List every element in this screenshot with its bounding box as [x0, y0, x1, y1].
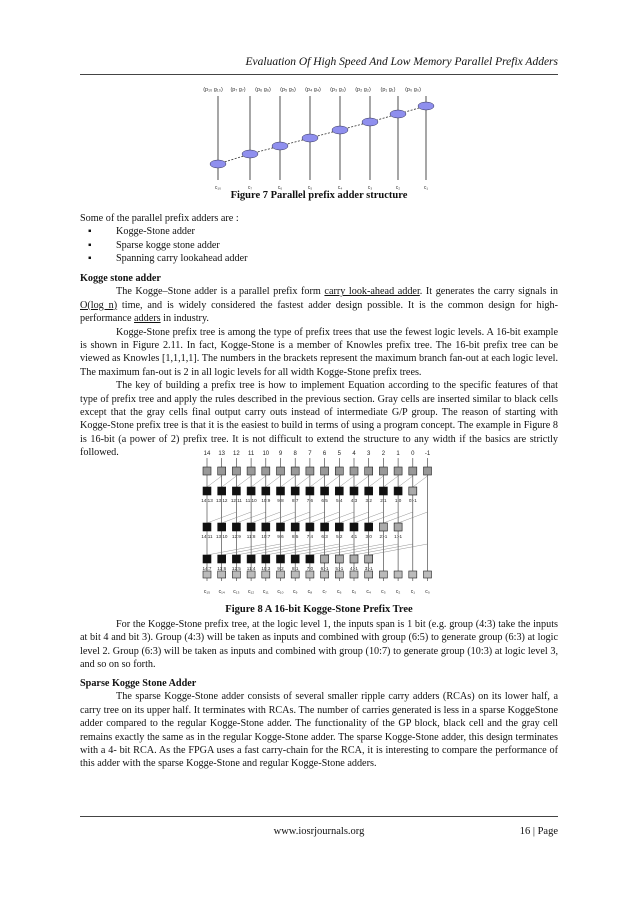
fig8-black-cell [350, 487, 358, 495]
fig7-input-label: (p₅ g₅) [280, 87, 296, 93]
fig8-black-cell [247, 487, 255, 495]
fig8-gp-cell [306, 467, 314, 475]
fig8-black-cell [291, 487, 299, 495]
fig8-black-cell [262, 555, 270, 563]
fig8-output-cell [203, 571, 211, 578]
fig8-group-label: 4:3 [350, 498, 358, 503]
fig8-group-label: 14:7 [202, 566, 212, 571]
fig8-group-label: 11:8 [246, 534, 256, 539]
fig8-bit-label: 1 [396, 451, 400, 457]
figure-8-caption: Figure 8 A 16-bit Kogge-Stone Prefix Tree [225, 604, 413, 615]
list-item: ▪ Kogge-Stone adder [80, 225, 558, 238]
fig8-gp-cell [350, 467, 358, 475]
fig8-diag-wire [251, 476, 266, 487]
fig8-gp-cell [218, 467, 226, 475]
figure-7-caption: Figure 7 Parallel prefix adder structure [230, 190, 408, 201]
fig8-group-label: 5:-1 [335, 566, 344, 571]
fig8-gray-cell [394, 523, 402, 531]
fig8-carry-label: c₈ [307, 589, 313, 595]
fig8-black-cell [232, 555, 240, 563]
fig8-black-cell [232, 523, 240, 531]
intro-section [80, 212, 558, 266]
fig8-carry-label: c₁₀ [277, 589, 284, 595]
fig7-prefix-node [332, 126, 348, 134]
fig8-group-label: 10:7 [261, 534, 271, 539]
fig8-output-cell [262, 571, 270, 578]
fig8-gray-cell [350, 555, 358, 563]
figure-8-diagram [196, 447, 446, 597]
fig8-carry-label: c₁₅ [203, 589, 211, 595]
fig8-group-label: 14:13 [201, 498, 213, 503]
section-heading: Sparse Kogge Stone Adder [80, 678, 197, 689]
fig8-black-cell [218, 487, 226, 495]
fig8-black-cell [277, 523, 285, 531]
link-carry-look-ahead[interactable]: carry look-ahead adder [324, 286, 420, 298]
fig8-gp-cell [232, 467, 240, 475]
fig8-diag-wire [295, 476, 310, 487]
fig8-bit-label: 10 [262, 451, 270, 457]
fig8-output-cell [335, 571, 343, 578]
fig8-output-cell [424, 571, 432, 578]
fig7-input-label: (p₆ g₆) [255, 87, 271, 93]
kogge-section [80, 272, 558, 460]
fig8-diag-wire [207, 476, 222, 487]
fig8-black-cell [232, 487, 240, 495]
fig8-group-label: 2:-1 [379, 534, 388, 539]
fig7-input-label: (p₁ g₁) [380, 87, 396, 93]
fig8-diag-wire [310, 476, 325, 487]
fig8-gray-cell [379, 523, 387, 531]
fig8-black-cell [277, 555, 285, 563]
fig8-group-label: 6:-1 [320, 566, 329, 571]
fig8-black-cell [379, 487, 387, 495]
fig8-group-label: 12:5 [231, 566, 241, 571]
paragraph: Kogge-Stone prefix tree is among the type of prefix trees that use the fewest logic levels. A 16-bit example is shown in Figure 2.11. In fact, Kogge-Stone is a member of Knowles prefix tree. The 16-bit prefix tree can be viewed as Knowles [1,1,1,1]. The numbers in the brackets represent the maximum branch fan-out at each logic level. The maximum fan-out is 2 in all logic levels for all width Kogge-Stone prefix trees. [80, 326, 558, 378]
fig8-group-label: 1:0 [394, 498, 402, 503]
fig8-diag-wire [339, 476, 354, 487]
fig8-gp-cell [394, 467, 402, 475]
fig7-prefix-node [302, 134, 318, 142]
fig8-gray-cell [409, 487, 417, 495]
fig7-output-label: c₄ [337, 185, 343, 191]
fig8-group-label: 11:4 [246, 566, 256, 571]
fig8-diag-wire [236, 476, 251, 487]
fig8-bit-label: 0 [411, 451, 415, 457]
fig8-bit-label: 12 [233, 451, 240, 457]
fig8-gp-cell [277, 467, 285, 475]
fig8-group-label: 6:3 [321, 534, 328, 539]
fig8-group-label: 10:3 [261, 566, 271, 571]
list-item: ▪ Spanning carry lookahead adder [80, 252, 558, 265]
fig8-group-label: 13:10 [215, 534, 228, 539]
fig8-carry-label: c₁ [410, 589, 415, 595]
fig8-group-label: 13:12 [215, 498, 228, 503]
fig8-diag-wire [413, 476, 428, 487]
fig8-carry-label: c₁₄ [218, 589, 225, 595]
fig7-output-label: c₃ [367, 185, 373, 191]
fig7-input-label: (p₃ g₃) [330, 87, 346, 93]
paragraph: The sparse Kogge-Stone adder consists of several smaller ripple carry adders (RCAs) on its lower half, a carry tree on its upper half. It terminates with RCAs. The number of carries generated is less in a sparse KoggeStone adder compared to the regular Kogge-Stone adder. The functionality of the GP block, black cell and the gray cell remains exactly the same as in the regular Kogge-Stone adder. The sparse Kogge-Stone adder, this design terminates with a 4- bit RCA. As the FPGA uses a fast carry-chain for the RCA, it is interesting to compare the performance of this adder with the sparse Kogge-Stone and regular Kogge-Stone adders. [80, 691, 558, 770]
fig8-output-cell [247, 571, 255, 578]
fig8-group-label: 12:9 [231, 534, 241, 539]
fig8-group-label: 8:7 [292, 498, 299, 503]
fig7-prefix-node [418, 102, 434, 110]
fig8-gp-cell [424, 467, 432, 475]
fig7-input-label: (p₁₀ g₁₀) [203, 87, 223, 93]
fig7-prefix-node [210, 160, 226, 168]
fig8-group-label: 13:6 [217, 566, 227, 571]
fig8-group-label: 3:-1 [364, 566, 373, 571]
fig8-carry-label: c₇ [322, 589, 327, 595]
fig8-output-cell [350, 571, 358, 578]
fig8-group-label: 9:8 [277, 498, 284, 503]
footer-rule [80, 816, 558, 817]
fig7-input-label: (p₂ g₂) [355, 87, 371, 93]
fig8-carry-label: c₂ [395, 589, 401, 595]
fig8-output-cell [218, 571, 226, 578]
fig8-black-cell [262, 523, 270, 531]
fig8-gp-cell [379, 467, 387, 475]
fig8-gp-cell [203, 467, 211, 475]
fig8-group-label: 6:5 [321, 498, 328, 503]
fig8-gp-cell [335, 467, 343, 475]
fig8-group-label: 7:4 [306, 534, 314, 539]
fig8-black-cell [277, 487, 285, 495]
fig8-group-label: 5:2 [336, 534, 343, 539]
fig8-group-label: 4:1 [350, 534, 358, 539]
fig8-black-cell [365, 487, 373, 495]
header-rule [80, 74, 558, 75]
fig8-group-label: 7:0 [306, 566, 314, 571]
fig8-black-cell [262, 487, 270, 495]
fig7-prefix-node [390, 110, 406, 118]
fig8-gray-cell [365, 555, 373, 563]
fig8-diag-wire [222, 476, 237, 487]
fig8-black-cell [203, 487, 211, 495]
fig8-output-cell [277, 571, 285, 578]
fig7-prefix-node [242, 150, 258, 158]
fig8-group-label: 5:4 [336, 498, 343, 503]
fig8-gp-cell [247, 467, 255, 475]
fig8-gp-cell [321, 467, 329, 475]
fig8-bit-label: 8 [293, 451, 297, 457]
fig7-output-label: c₁ [423, 185, 429, 191]
link-adders[interactable]: adders [134, 313, 161, 325]
fig7-output-label: c₁₀ [214, 185, 222, 191]
list-item: ▪ Sparse kogge stone adder [80, 239, 558, 252]
fig8-group-label: 0:-1 [408, 498, 417, 503]
fig8-bit-label: 5 [337, 451, 341, 457]
fig8-group-label: 1:-1 [394, 534, 403, 539]
fig7-input-label: (p₄ g₄) [305, 87, 321, 93]
fig8-output-cell [409, 571, 417, 578]
fig7-output-label: c₇ [247, 185, 253, 191]
fig8-black-cell [291, 555, 299, 563]
fig8-black-cell [335, 487, 343, 495]
fig8-group-label: 8:5 [292, 534, 299, 539]
fig8-carry-label: c₅ [351, 589, 357, 595]
fig8-black-cell [306, 523, 314, 531]
footer-page-number: 16 | Page [519, 826, 558, 837]
fig8-black-cell [247, 523, 255, 531]
fig8-group-label: 2:1 [380, 498, 387, 503]
paragraph: For the Kogge-Stone prefix tree, at the logic level 1, the inputs span is 1 bit (e.g. group (4:3) take the inputs at bit 4 and bit 3). Group (4:3) will be taken as inputs and combined with group (6:5) to generate group (6:3) at logic level 2. Group (6:3) will be taken as inputs and combined with group (10:7) to generate group (10:3) at logic level 3, and so on so forth. [80, 619, 558, 671]
fig7-output-label: c₂ [395, 185, 401, 191]
fig7-prefix-node [272, 142, 288, 150]
figure-7-diagram [200, 82, 445, 192]
fig8-group-label: 9:6 [277, 534, 284, 539]
fig8-diag-wire [325, 476, 340, 487]
fig8-black-cell [350, 523, 358, 531]
fig8-diag-wire [383, 476, 398, 487]
fig8-carry-label: c₁₁ [262, 589, 269, 595]
text-run: . It generates the carry signals in [419, 286, 558, 298]
footer-url[interactable]: www.iosrjournals.org [273, 826, 365, 837]
fig8-carry-label: c₃ [381, 589, 386, 595]
fig8-bit-label: 13 [218, 451, 226, 457]
fig8-bit-label: 11 [247, 451, 255, 457]
fig8-group-label: 14:11 [201, 534, 213, 539]
fig8-diag-wire [369, 476, 384, 487]
fig8-black-cell [203, 555, 211, 563]
fig7-input-label: (p₀ g₀) [405, 87, 421, 93]
text-run: in industry. [160, 313, 209, 325]
fig8-gp-cell [409, 467, 417, 475]
running-header: Evaluation Of High Speed And Low Memory Parallel Prefix Adders [245, 56, 558, 68]
fig8-carry-label: c₁₃ [233, 589, 240, 595]
fig8-gray-cell [335, 555, 343, 563]
fig8-bit-label: 2 [381, 451, 386, 457]
fig8-gp-cell [365, 467, 373, 475]
fig8-bit-label: 3 [367, 451, 371, 457]
fig7-output-label: c₆ [277, 185, 283, 191]
fig8-output-cell [394, 571, 402, 578]
fig8-black-cell [291, 523, 299, 531]
fig8-carry-label: c₁₂ [248, 589, 255, 595]
fig8-black-cell [218, 555, 226, 563]
adder-list [80, 225, 558, 265]
fig8-output-cell [365, 571, 373, 578]
fig8-black-cell [321, 487, 329, 495]
fig8-black-cell [203, 523, 211, 531]
fig8-output-cell [379, 571, 387, 578]
fig8-diag-wire [398, 476, 413, 487]
fig8-black-cell [247, 555, 255, 563]
fig8-group-label: 3:2 [365, 498, 372, 503]
fig8-black-cell [306, 487, 314, 495]
fig8-carry-label: c₄ [366, 589, 371, 595]
fig8-group-label: 3:0 [365, 534, 372, 539]
fig7-output-label: c₅ [307, 185, 313, 191]
fig7-prefix-node [362, 118, 378, 126]
fig8-bit-label: 6 [322, 451, 327, 457]
fig8-group-label: 9:2 [277, 566, 284, 571]
fig8-carry-label: c₉ [292, 589, 298, 595]
fig8-group-label: 7:6 [306, 498, 314, 503]
fig8-output-cell [232, 571, 240, 578]
fig8-gp-cell [291, 467, 299, 475]
fig8-group-label: 8:1 [292, 566, 299, 571]
fig8-output-cell [321, 571, 329, 578]
fig8-black-cell [321, 523, 329, 531]
fig8-gp-cell [262, 467, 270, 475]
fig8-diag-wire [266, 476, 281, 487]
after-figure-8 [80, 618, 558, 672]
fig8-group-label: 4:-1 [350, 566, 358, 571]
fig8-bit-label: 4 [352, 451, 356, 457]
fig8-diag-wire [281, 476, 296, 487]
section-heading: Kogge stone adder [80, 273, 161, 284]
fig8-diag-wire [354, 476, 369, 487]
paragraph [80, 285, 558, 325]
fig8-bit-label: -1 [424, 451, 431, 457]
intro-text: Some of the parallel prefix adders are : [80, 213, 239, 224]
link-big-o[interactable]: O(log n) [80, 299, 118, 311]
fig8-black-cell [365, 523, 373, 531]
fig8-group-label: 10:9 [261, 498, 271, 503]
fig8-carry-label: c₆ [337, 589, 342, 595]
fig8-black-cell [394, 487, 402, 495]
fig8-black-cell [335, 523, 343, 531]
fig8-group-label: 11:10 [245, 498, 257, 503]
text-run: time, and is widely considered the fastest adder design possible. It is the common design for high-performance [80, 299, 558, 325]
fig8-black-cell [218, 523, 226, 531]
fig8-bit-label: 14 [203, 451, 211, 457]
paragraph: The key of building a prefix tree is how to implement Equation according to the specific features of that type of prefix tree and apply the rules described in the previous section. Gray cells are inserted similar to black cells except that the gray cells final output carry outs instead of intermediate G/P group. The reason of starting with Kogge-Stone prefix tree is that it is the easiest to build in terms of using a program concept. The example in Figure 8 is 16-bit (a power of 2) prefix tree. It is not difficult to extend the structure to any width if the basics are strictly followed. [80, 380, 558, 459]
fig8-bit-label: 9 [278, 451, 283, 457]
text-run: The Kogge–Stone adder is a parallel prefix form [116, 286, 325, 298]
fig8-bit-label: 7 [308, 451, 312, 457]
fig8-black-cell [306, 555, 314, 563]
fig7-input-label: (p₇ g₇) [230, 87, 246, 93]
fig8-gray-cell [321, 555, 329, 563]
sparse-section [80, 677, 558, 771]
fig8-carry-label: c₀ [425, 589, 430, 595]
fig8-group-label: 12:11 [230, 498, 242, 503]
fig8-output-cell [291, 571, 299, 578]
fig8-output-cell [306, 571, 314, 578]
